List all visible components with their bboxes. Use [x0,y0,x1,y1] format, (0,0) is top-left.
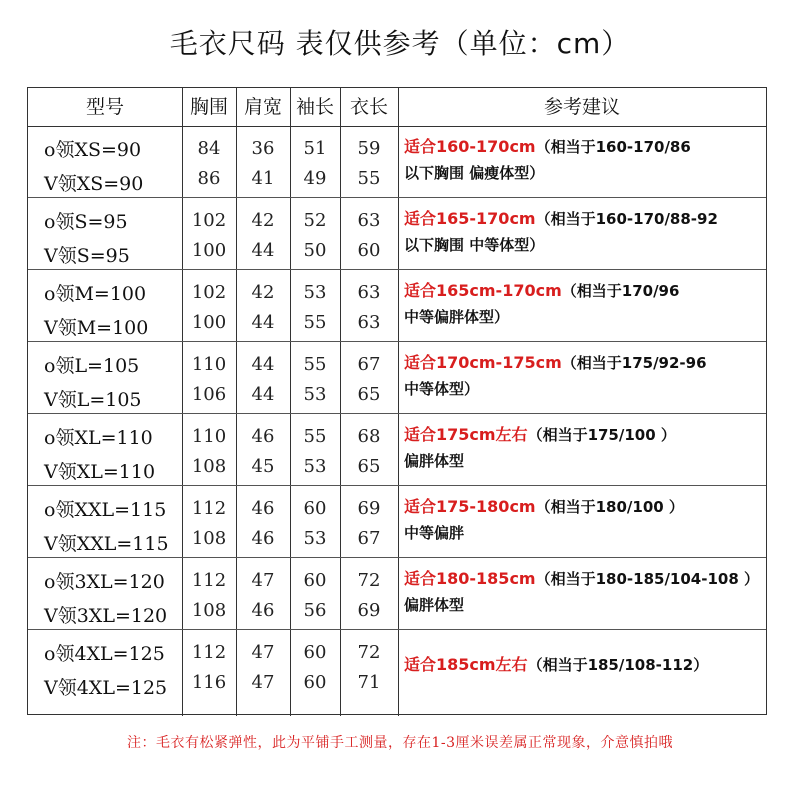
cell-sleeve: 55 [303,426,327,447]
table-row [28,198,766,270]
cell-sleeve: 53 [303,282,327,303]
model-v-neck: V领S=95 [44,245,130,267]
cell-sleeve: 52 [303,210,327,231]
cell-length: 65 [357,384,381,405]
advice-body-type: 中等体型） [404,380,480,398]
cell-shoulder: 41 [251,168,275,189]
cell-chest: 108 [191,600,227,621]
cell-shoulder: 46 [251,498,275,519]
advice-text [404,134,691,186]
cell-chest: 106 [191,384,227,405]
advice-detail: （相当于160-170/86 [535,138,691,156]
cell-length: 69 [357,600,381,621]
cell-chest: 102 [191,210,227,231]
advice-body-type: 偏胖体型 [404,596,465,614]
table-row [28,558,766,630]
cell-sleeve: 60 [303,570,327,591]
advice-text [404,422,676,474]
cell-sleeve: 53 [303,528,327,549]
cell-length: 65 [357,456,381,477]
model-v-neck: V领L=105 [44,389,142,411]
model-o-neck: o领XL=110 [44,427,153,449]
table-row [28,270,766,342]
cell-shoulder: 42 [251,210,275,231]
header-chest: 胸围 [189,96,228,118]
cell-sleeve: 60 [303,498,327,519]
cell-sleeve: 56 [303,600,327,621]
cell-length: 72 [357,570,381,591]
model-o-neck: o领L=105 [44,355,140,377]
cell-chest: 108 [191,456,227,477]
advice-body-type: 以下胸围 中等体型） [404,236,545,254]
cell-chest: 112 [191,570,227,591]
cell-chest: 86 [197,168,221,189]
model-v-neck: V领3XL=120 [44,605,168,627]
advice-text [404,652,708,678]
cell-shoulder: 36 [251,138,275,159]
advice-detail: （相当于175/100 ） [527,426,676,444]
header-shoulder: 肩宽 [243,96,282,118]
cell-length: 60 [357,240,381,261]
header-model: 型号 [85,96,124,118]
cell-sleeve: 60 [303,672,327,693]
table-row [28,630,766,702]
cell-sleeve: 55 [303,354,327,375]
cell-chest: 100 [191,240,227,261]
advice-height: 适合175cm左右 [404,425,528,444]
cell-chest: 100 [191,312,227,333]
cell-shoulder: 42 [251,282,275,303]
page-title: 毛衣尺码 表仅供参考（单位：cm） [169,27,631,60]
table-row [28,486,766,558]
cell-length: 69 [357,498,381,519]
advice-detail: （相当于180-185/104-108 ） [535,570,760,588]
advice-text [404,278,679,330]
model-o-neck: o领S=95 [44,211,128,233]
cell-chest: 108 [191,528,227,549]
advice-detail: （相当于160-170/88-92 [535,210,718,228]
advice-height: 适合165-170cm [404,209,536,228]
cell-shoulder: 46 [251,600,275,621]
cell-length: 59 [357,138,381,159]
cell-length: 63 [357,312,381,333]
header-sleeve: 袖长 [295,96,334,118]
advice-height: 适合175-180cm [404,497,536,516]
cell-sleeve: 50 [303,240,327,261]
cell-shoulder: 46 [251,426,275,447]
advice-height: 适合185cm左右 [404,655,528,674]
cell-length: 63 [357,282,381,303]
cell-sleeve: 53 [303,456,327,477]
advice-detail: （相当于185/108-112） [527,656,709,674]
advice-text [404,494,684,546]
advice-body-type: 偏胖体型 [404,452,465,470]
model-o-neck: o领4XL=125 [44,643,165,665]
advice-height: 适合160-170cm [404,137,536,156]
cell-chest: 84 [197,138,221,159]
cell-chest: 102 [191,282,227,303]
model-v-neck: V领XS=90 [44,173,144,195]
header-advice: 参考建议 [543,96,620,118]
model-o-neck: o领3XL=120 [44,571,165,593]
table-row [28,126,766,198]
cell-length: 67 [357,354,381,375]
cell-sleeve: 49 [303,168,327,189]
advice-body-type: 中等偏胖 [404,524,465,542]
cell-length: 72 [357,642,381,663]
cell-sleeve: 55 [303,312,327,333]
model-v-neck: V领XXL=115 [44,533,169,555]
cell-sleeve: 60 [303,642,327,663]
table-row [28,414,766,486]
cell-chest: 112 [191,498,227,519]
advice-detail: （相当于170/96 [561,282,680,300]
cell-chest: 116 [191,672,227,693]
table-row [28,342,766,414]
cell-sleeve: 51 [303,138,327,159]
advice-height: 适合180-185cm [404,569,536,588]
model-o-neck: o领XS=90 [44,139,142,161]
advice-height: 适合165cm-170cm [404,281,562,300]
cell-shoulder: 47 [251,672,275,693]
model-o-neck: o领XXL=115 [44,499,167,521]
measurement-note: 注：毛衣有松紧弹性，此为平铺手工测量，存在1-3厘米误差属正常现象，介意慎拍哦 [126,735,674,751]
cell-chest: 112 [191,642,227,663]
header-length: 衣长 [349,96,388,118]
cell-shoulder: 47 [251,642,275,663]
cell-length: 55 [357,168,381,189]
cell-shoulder: 44 [251,240,275,261]
advice-body-type: 中等偏胖体型） [404,308,510,326]
cell-length: 68 [357,426,381,447]
cell-shoulder: 45 [251,456,275,477]
cell-shoulder: 44 [251,312,275,333]
cell-length: 63 [357,210,381,231]
cell-shoulder: 44 [251,384,275,405]
model-v-neck: V领M=100 [44,317,149,339]
cell-shoulder: 44 [251,354,275,375]
cell-shoulder: 47 [251,570,275,591]
advice-text [404,566,759,618]
cell-length: 71 [357,672,381,693]
cell-chest: 110 [191,354,227,375]
model-o-neck: o领M=100 [44,283,147,305]
cell-shoulder: 46 [251,528,275,549]
advice-detail: （相当于180/100 ） [535,498,684,516]
table-header [28,88,766,127]
cell-length: 67 [357,528,381,549]
advice-body-type: 以下胸围 偏瘦体型） [404,164,545,182]
cell-sleeve: 53 [303,384,327,405]
advice-text [404,206,718,258]
cell-chest: 110 [191,426,227,447]
advice-text [404,350,707,402]
advice-height: 适合170cm-175cm [404,353,562,372]
size-table [27,87,767,715]
model-v-neck: V领XL=110 [44,461,156,483]
model-v-neck: V领4XL=125 [44,677,168,699]
advice-detail: （相当于175/92-96 [561,354,707,372]
